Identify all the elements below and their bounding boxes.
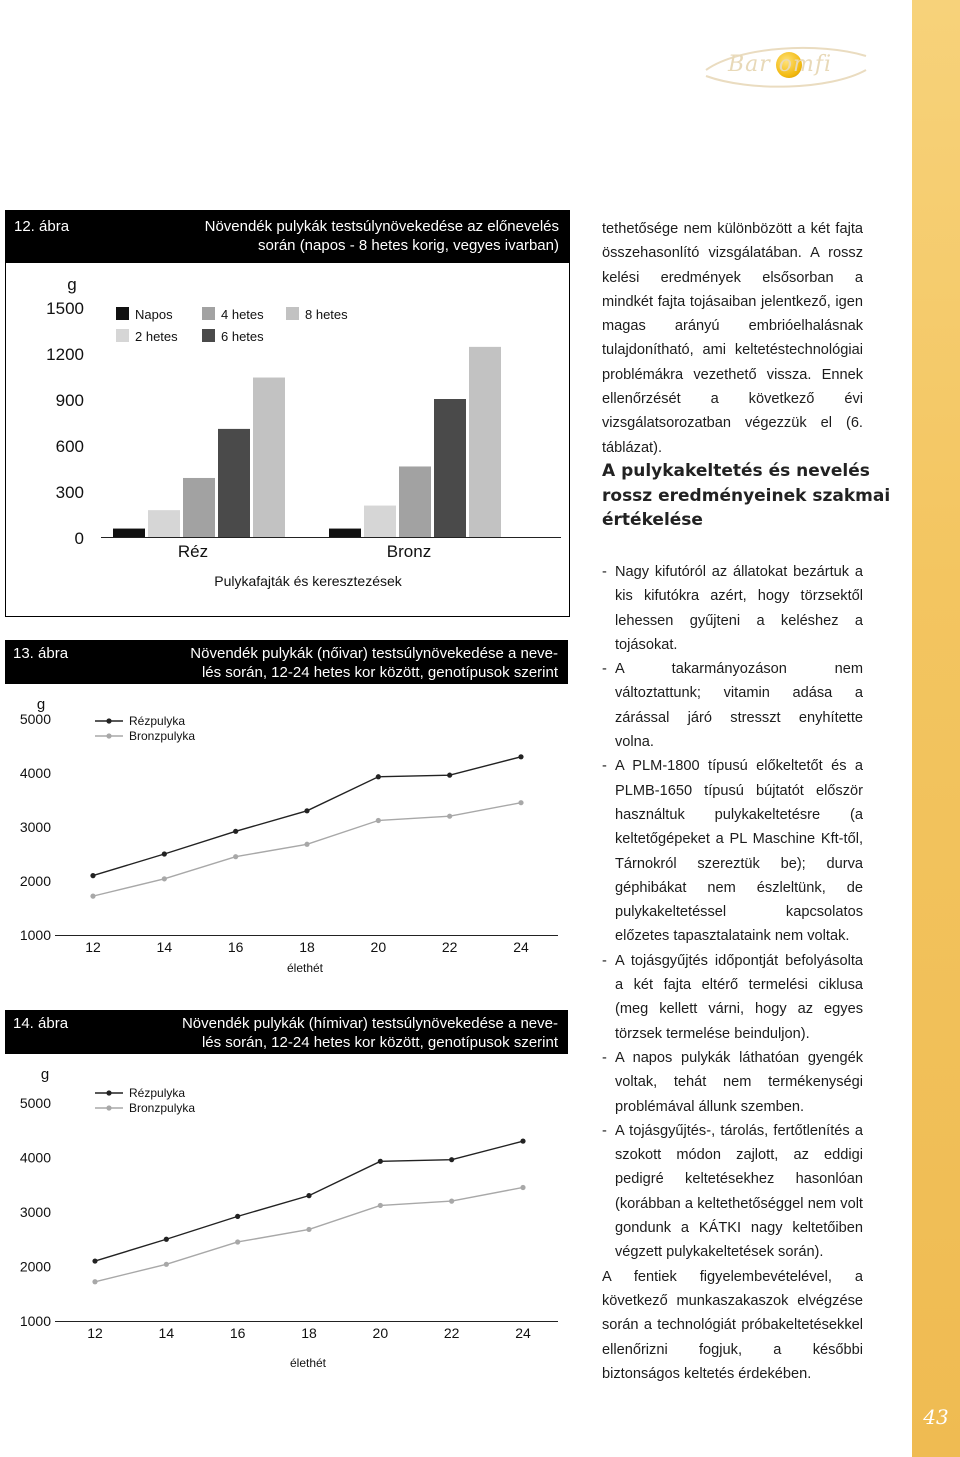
legend-label: 8 hetes (305, 307, 348, 322)
x-tick-label: 22 (443, 1325, 460, 1341)
x-tick-label: 14 (158, 1325, 175, 1341)
bullet-dash: - (602, 758, 607, 775)
legend-label: Bronzpulyka (129, 1101, 196, 1115)
data-point (376, 774, 381, 779)
series-line (95, 1141, 523, 1261)
figure-13-caption-line2: lés során, 12-24 hetes kor között, genotípusok szerint (201, 664, 558, 681)
data-point (164, 1262, 169, 1267)
data-point (235, 1214, 240, 1219)
legend-swatch (116, 329, 129, 342)
x-tick-label: 24 (515, 1325, 531, 1341)
x-tick-label: 22 (441, 939, 458, 955)
data-point (306, 1193, 311, 1198)
y-tick-label: 3000 (19, 819, 51, 835)
x-tick-label: 12 (87, 1325, 103, 1341)
bar (148, 510, 180, 537)
data-point (378, 1203, 383, 1208)
data-point (304, 808, 309, 813)
x-tick-label: 18 (299, 939, 315, 955)
bar (434, 399, 466, 537)
bar (113, 529, 145, 537)
series-line (95, 1187, 523, 1281)
y-unit-label: g (40, 1066, 50, 1083)
bar (364, 506, 396, 537)
legend-swatch (202, 307, 215, 320)
y-tick-label: 4000 (19, 1149, 51, 1166)
bar (329, 529, 361, 537)
legend-label: Rézpulyka (129, 714, 186, 728)
bar-chart (6, 264, 567, 614)
figure-12-caption-line1: Növendék pulykák testsúlynövekedése az előnevelés (204, 218, 559, 235)
y-tick-label: 5000 (19, 711, 51, 727)
data-point (378, 1159, 383, 1164)
data-point (235, 1239, 240, 1244)
data-point (449, 1157, 454, 1162)
data-point (447, 773, 452, 778)
legend-label: Bronzpulyka (129, 729, 196, 743)
figure-13-caption-line1: Növendék pulykák (nőivar) testsúlynövekedése a neve- (190, 645, 558, 662)
bullet-dash: - (602, 1049, 607, 1066)
figure-14-number: 14. ábra (13, 1015, 69, 1032)
data-point (90, 894, 95, 899)
y-tick-label: 2000 (19, 1258, 51, 1275)
legend-swatch (286, 307, 299, 320)
bullet-list (602, 560, 863, 1386)
bullet-dash: - (602, 952, 607, 969)
bullet-dash: - (602, 661, 607, 678)
series-line (93, 803, 521, 896)
data-point (92, 1258, 97, 1263)
closing-paragraph: A fentiek figyelembevételével, a következő munkaszakaszok elvégzése során a technológiát próbakeltetésekkel ellenőrizni fogjuk, a későbbi biztonságos keltetés érdekében. (602, 1268, 863, 1382)
y-tick-label: 2000 (19, 873, 51, 889)
x-axis-title: élethét (289, 1356, 327, 1370)
legend-label: 4 hetes (221, 307, 264, 322)
figure-14-caption-line1: Növendék pulykák (hímivar) testsúlynövekedése a neve- (181, 1015, 558, 1032)
figure-12-caption (6, 211, 569, 263)
legend-marker (106, 1105, 111, 1110)
y-tick-label: 600 (55, 437, 84, 456)
x-category-label: Réz (177, 542, 209, 561)
x-tick-label: 16 (227, 939, 244, 955)
bullet-item (602, 1119, 863, 1265)
figure-13-number: 13. ábra (13, 645, 69, 662)
data-point (90, 873, 95, 878)
x-tick-label: 20 (370, 939, 387, 955)
y-tick-label: 3000 (19, 1204, 51, 1220)
bullet-text: A PLM-1800 típusú előkeltetőt és a PLMB-1650 típusú bújtatót először használtuk pulykakeltetésre (a keltetőgépeket a PL Maschine Kft-től, Tárnokról szereztük be); durva géphibákat nem észleltünk, de pulykakeltetéssel kapcsolatos előzetes tapasztalataink nem voltak. (615, 758, 863, 945)
legend-label: 6 hetes (221, 329, 264, 344)
data-point (162, 876, 167, 881)
decorative-side-band (912, 0, 960, 1457)
bullet-text: A napos pulykák láthatóan gyengék voltak, tehát nem termékenységi problémával állunk szemben. (615, 1049, 863, 1115)
y-tick-label: 0 (74, 529, 84, 548)
figure-13-caption (5, 640, 568, 684)
x-axis-title: Pulykafajták és keresztezések (214, 573, 402, 589)
y-unit-label: g (36, 696, 46, 713)
data-point (164, 1237, 169, 1242)
data-point (92, 1279, 97, 1284)
bar (218, 429, 250, 537)
legend-marker (106, 718, 111, 723)
bullet-item (602, 560, 863, 657)
legend-swatch (116, 307, 129, 320)
legend-marker (106, 1090, 111, 1095)
y-tick-label: 1200 (46, 345, 84, 364)
bullet-text: A tojásgyűjtés időpontját befolyásolta a két fajta eltérő termelési ciklusa (meg kellett várni, hogy az egyes törzsek termelése beinduljon). (615, 952, 863, 1042)
bar (253, 378, 285, 537)
data-point (520, 1185, 525, 1190)
page-number: 43 (923, 1405, 949, 1429)
x-category-label: Bronz (386, 542, 432, 561)
figure-13 (5, 640, 568, 985)
y-tick-label: 1000 (19, 1313, 51, 1329)
legend-label: Napos (135, 307, 173, 322)
chart-legend (116, 307, 348, 344)
figure-12-number: 12. ábra (14, 218, 70, 235)
bullet-dash: - (602, 564, 607, 580)
y-tick-label: 1000 (19, 927, 51, 943)
x-tick-label: 14 (156, 939, 173, 955)
intro-paragraph: tethetősége nem különbözött a két fajta összehasonlító vizsgálatában. A rossz kelési eredmények elsősorban a mindkét fajta tojásaiban jelentkező, igen magas arányú embrióelhalásnak tulajdonítható, ami keltetéstechnológiai problémákra vezethető vissza. Ennek ellenőrzését a következő évi vizsgálatsorozatban végezzük el (6. táblázat). (602, 221, 863, 456)
bar (469, 347, 501, 537)
logo-text: Bar omfi (728, 52, 833, 77)
x-tick-label: 20 (372, 1325, 389, 1341)
bar (399, 466, 431, 537)
brand-logo (700, 40, 870, 94)
series-line (93, 757, 521, 876)
legend-marker (106, 733, 111, 738)
x-axis-title: élethét (286, 961, 324, 975)
x-tick-label: 12 (85, 939, 101, 955)
section-heading: A pulykakeltetés és nevelés rossz eredményeinek szakmai értékelése (602, 461, 891, 530)
data-point (376, 818, 381, 823)
data-point (449, 1199, 454, 1204)
bar (183, 478, 215, 537)
chart-legend (95, 714, 195, 743)
figure-12-caption-line2: során (napos - 8 hetes korig, vegyes ivarban) (258, 237, 559, 254)
bullet-item (602, 657, 863, 754)
legend-swatch (202, 329, 215, 342)
figure-14 (5, 1010, 568, 1390)
line-chart-females (5, 685, 568, 985)
line-chart-males (5, 1055, 568, 1385)
bullet-item (602, 949, 863, 1046)
data-point (520, 1139, 525, 1144)
figure-12 (5, 210, 570, 617)
legend-label: Rézpulyka (129, 1086, 186, 1100)
data-point (518, 800, 523, 805)
y-tick-label: 1500 (46, 299, 84, 318)
data-point (306, 1227, 311, 1232)
bullet-item (602, 1046, 863, 1119)
data-point (233, 829, 238, 834)
y-tick-label: 5000 (19, 1095, 51, 1111)
y-tick-label: 900 (55, 391, 84, 410)
bullet-text: A tojásgyűjtés-, tárolás, fertőtlenítés a szokott módon zajlott, az eddigi pedigré keltetésekhez hasonlóan (korábban a keltethetőséggel nem volt gondunk a KÁTKI nagy keltetőiben végzett pulykakeltetések során). (615, 1122, 863, 1261)
data-point (447, 814, 452, 819)
bullet-text: Nagy kifutóról az állatokat bezártuk a kis kifutókra azért, hogy törzsektől lehessen gyűjteni a keléshez a tojásokat. (615, 564, 863, 653)
intro-paragraph-block (602, 217, 863, 460)
data-point (162, 851, 167, 856)
bullet-item (602, 754, 863, 948)
chart-legend (95, 1086, 195, 1115)
legend-label: 2 hetes (135, 329, 178, 344)
data-point (518, 754, 523, 759)
bullet-dash: - (602, 1122, 607, 1139)
x-tick-label: 18 (301, 1325, 317, 1341)
data-point (233, 854, 238, 859)
y-tick-label: 300 (55, 483, 84, 502)
x-tick-label: 24 (513, 939, 529, 955)
y-tick-label: 4000 (19, 765, 51, 781)
data-point (304, 842, 309, 847)
y-unit-label: g (67, 275, 77, 294)
figure-14-caption-line2: lés során, 12-24 hetes kor között, genotípusok szerint (201, 1034, 558, 1051)
bullet-text: A takarmányozáson nem változtattunk; vitamin adása a zárással járó stresszt enyhítette volna. (615, 661, 863, 751)
figure-14-caption (5, 1010, 568, 1054)
x-tick-label: 16 (229, 1325, 246, 1341)
